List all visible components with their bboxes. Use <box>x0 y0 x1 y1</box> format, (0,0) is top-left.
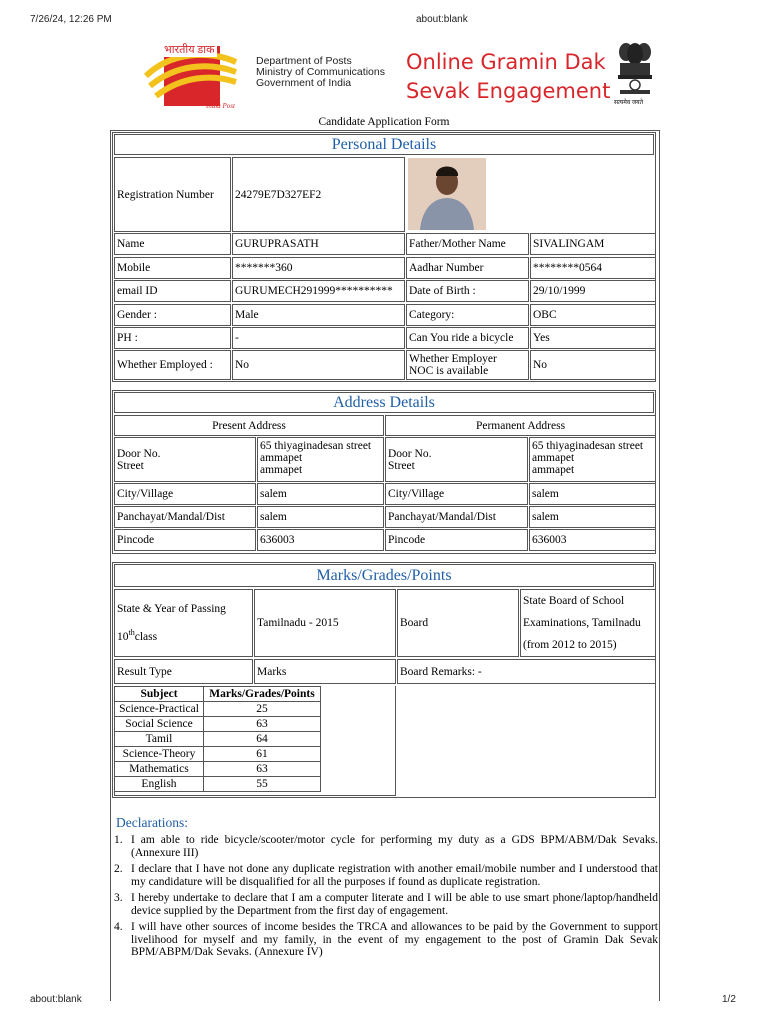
subject-header: Subject <box>115 687 204 702</box>
employed-label: Whether Employed : <box>114 350 231 380</box>
category-value: OBC <box>530 304 656 326</box>
permanent-address-heading: Permanent Address <box>385 415 656 436</box>
present-door-value: 65 thiyaginadesan street ammapet ammapet <box>257 437 384 482</box>
state-year-label: State & Year of Passing 10thclass <box>114 589 253 657</box>
marks-table <box>114 686 321 792</box>
print-page-number: 1/2 <box>722 994 736 1005</box>
permanent-city-value: salem <box>529 483 656 505</box>
present-address-heading: Present Address <box>114 415 384 436</box>
form-title: Candidate Application Form <box>318 116 450 128</box>
present-panchayat-label: Panchayat/Mandal/Dist <box>114 506 256 528</box>
personal-details-heading: Personal Details <box>114 134 654 155</box>
board-value: State Board of School Examinations, Tamilnadu (from 2012 to 2015) <box>520 589 656 657</box>
permanent-panchayat-value: salem <box>529 506 656 528</box>
department-text: Department of Posts Ministry of Communications Government of India <box>256 55 385 89</box>
logo-caption: India Post <box>206 102 235 110</box>
permanent-pincode-label: Pincode <box>385 529 528 551</box>
logo-hindi-text: भारतीय डाक <box>164 44 215 56</box>
candidate-photo <box>408 158 486 230</box>
list-item: 1. I am able to ride bicycle/scooter/motor cycle for performing my duty as a GDS BPM/ABM/Dak Sevaks. (Annexure III) <box>114 834 658 859</box>
parent-name-label: Father/Mother Name <box>406 233 529 255</box>
name-value: GURUPRASATH <box>232 233 405 255</box>
table-row: English 55 <box>115 777 321 792</box>
name-label: Name <box>114 233 231 255</box>
declarations-heading: Declarations: <box>116 815 188 830</box>
parent-name-value: SIVALINGAM <box>530 233 656 255</box>
table-row: Science-Practical 25 <box>115 702 321 717</box>
result-type-value: Marks <box>254 659 396 684</box>
print-url: about:blank <box>416 14 468 25</box>
list-item: 2. I declare that I have not done any duplicate registration with another email/mobile number and I understood that my candidature will be disqualified for all the purposes if found as duplicate registration. <box>114 863 658 888</box>
marks-header: Marks/Grades/Points <box>204 687 321 702</box>
bicycle-value: Yes <box>530 327 656 349</box>
list-item: 4. I will have other sources of income besides the TRCA and allowances to be paid by the Government to support livelihood for myself and my family, in the event of my engagement to the post of Gramin Dak Sevak BPM/ABPM/Dak Sevaks. (Annexure IV) <box>114 921 658 958</box>
present-city-label: City/Village <box>114 483 256 505</box>
mobile-value: *******360 <box>232 257 405 279</box>
list-item: 3. I hereby undertake to declare that I am a computer literate and I will be able to use smart phone/laptop/handheld device supplied by the Department from the first day of engagement. <box>114 892 658 917</box>
ph-value: - <box>232 327 405 349</box>
address-details-heading: Address Details <box>114 392 654 413</box>
present-door-label: Door No. Street <box>114 437 256 482</box>
gender-label: Gender : <box>114 304 231 326</box>
table-row: Mathematics 63 <box>115 762 321 777</box>
state-year-value: Tamilnadu - 2015 <box>254 589 396 657</box>
present-pincode-value: 636003 <box>257 529 384 551</box>
print-footer-url: about:blank <box>30 994 82 1005</box>
class-label: 10thclass <box>117 628 158 643</box>
aadhar-value: ********0564 <box>530 257 656 279</box>
aadhar-label: Aadhar Number <box>406 257 529 279</box>
table-row: Tamil 64 <box>115 732 321 747</box>
permanent-door-label: Door No. Street <box>385 437 528 482</box>
ph-label: PH : <box>114 327 231 349</box>
board-remarks: Board Remarks: - <box>397 659 656 684</box>
india-post-logo <box>140 42 250 112</box>
result-type-label: Result Type <box>114 659 253 684</box>
email-value: GURUMECH291999********** <box>232 280 405 302</box>
present-panchayat-value: salem <box>257 506 384 528</box>
permanent-panchayat-label: Panchayat/Mandal/Dist <box>385 506 528 528</box>
print-datetime: 7/26/24, 12:26 PM <box>30 14 112 25</box>
noc-value: No <box>530 350 656 380</box>
board-label: Board <box>397 589 519 657</box>
dob-value: 29/10/1999 <box>530 280 656 302</box>
category-label: Category: <box>406 304 529 326</box>
present-city-value: salem <box>257 483 384 505</box>
mobile-label: Mobile <box>114 257 231 279</box>
permanent-city-label: City/Village <box>385 483 528 505</box>
employed-value: No <box>232 350 405 380</box>
declarations-list <box>112 834 658 963</box>
marks-heading: Marks/Grades/Points <box>114 564 654 587</box>
bicycle-label: Can You ride a bicycle <box>406 327 529 349</box>
marks-table-header <box>115 687 321 702</box>
registration-value: 24279E7D327EF2 <box>232 157 405 232</box>
national-emblem-icon <box>612 38 658 108</box>
permanent-pincode-value: 636003 <box>529 529 656 551</box>
email-label: email ID <box>114 280 231 302</box>
dob-label: Date of Birth : <box>406 280 529 302</box>
table-row: Social Science 63 <box>115 717 321 732</box>
emblem-motto: सत्यमेव जयते <box>614 100 644 106</box>
registration-label: Registration Number <box>114 157 231 232</box>
permanent-door-value: 65 thiyaginadesan street ammapet ammapet <box>529 437 656 482</box>
table-row: Science-Theory 61 <box>115 747 321 762</box>
gender-value: Male <box>232 304 405 326</box>
noc-label: Whether Employer NOC is available <box>406 350 529 380</box>
page-title: Online Gramin Dak Sevak Engagement <box>406 50 611 103</box>
present-pincode-label: Pincode <box>114 529 256 551</box>
